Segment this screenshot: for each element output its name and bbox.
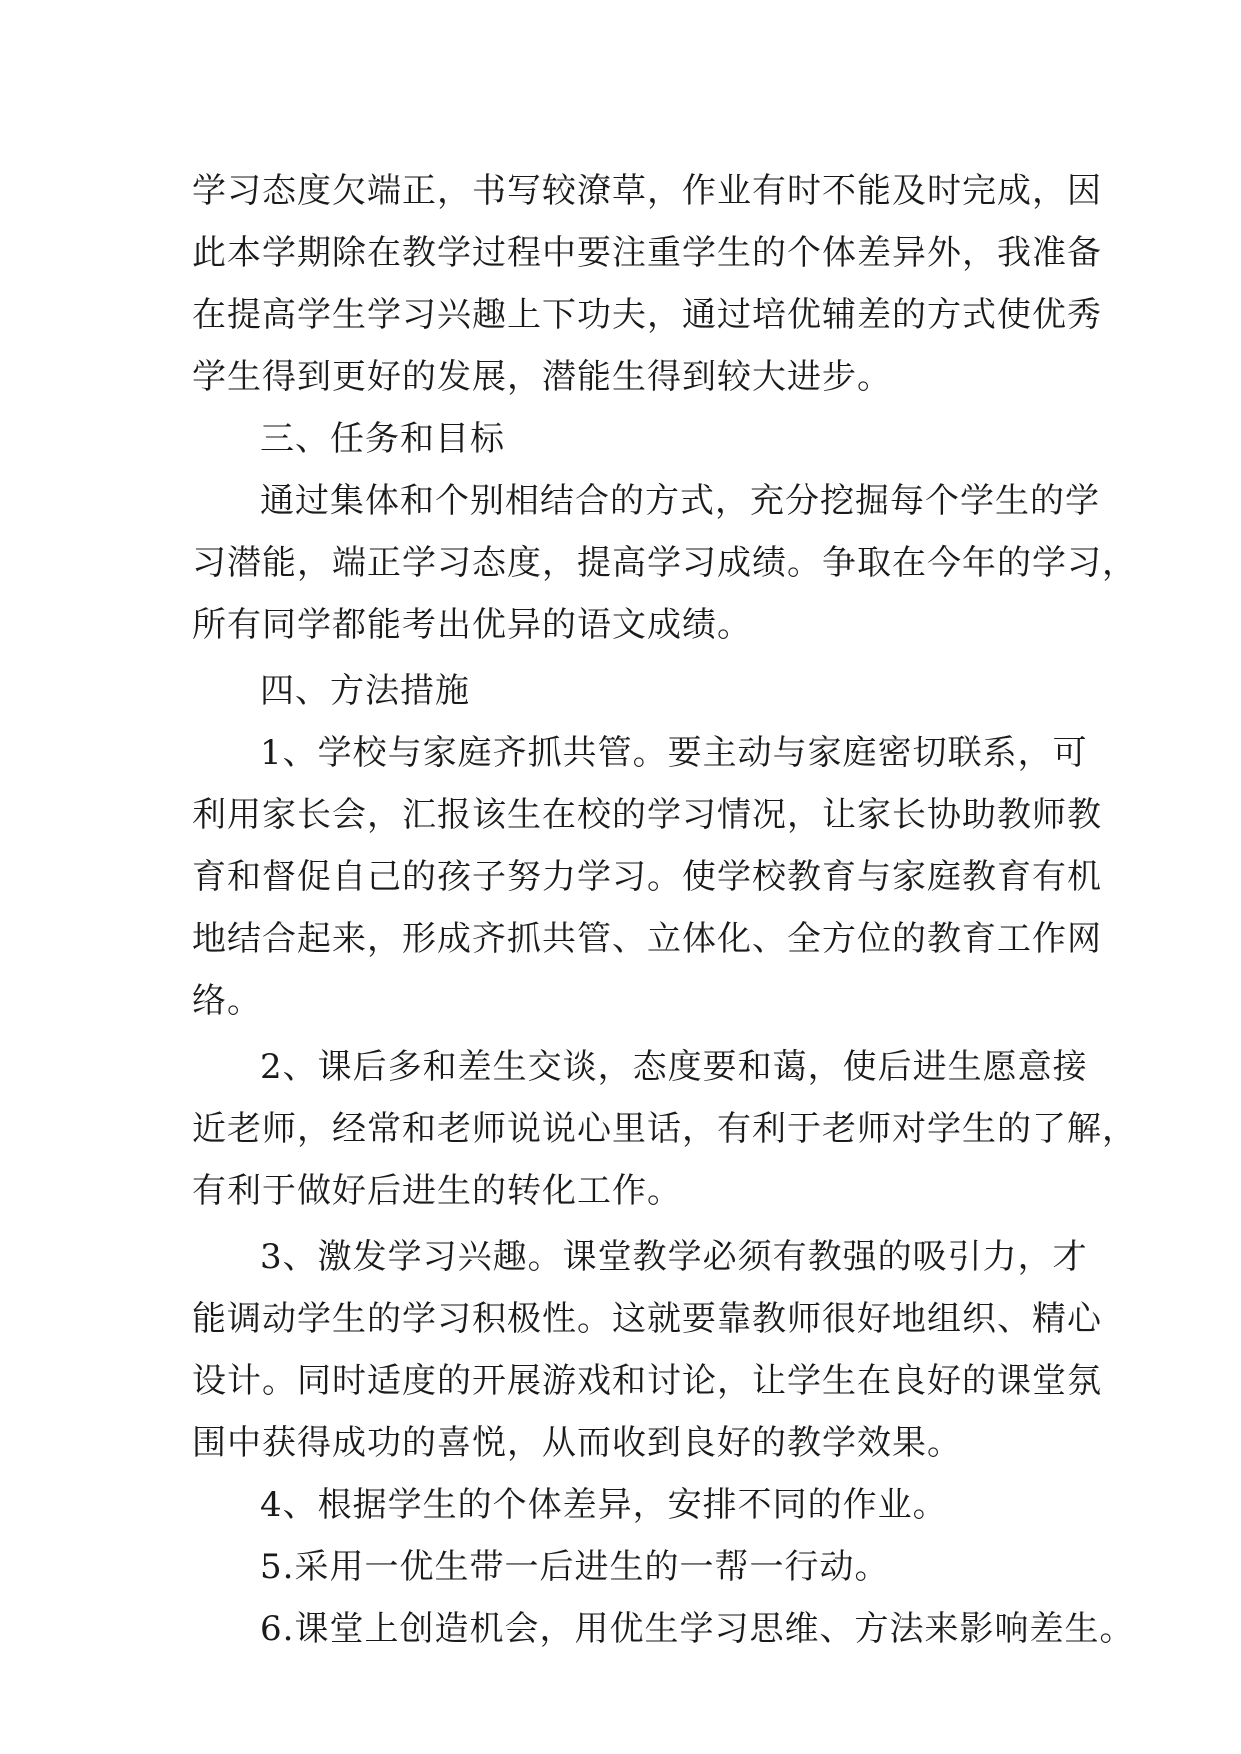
- text-line: 学习态度欠端正，书写较潦草，作业有时不能及时完成，因: [192, 171, 1102, 211]
- section-heading-methods: [192, 660, 1052, 722]
- heading-text: 四、方法措施: [260, 671, 470, 711]
- measure-item-6: [192, 1598, 1135, 1660]
- text-line: 络。: [192, 981, 262, 1021]
- text-line: 1、学校与家庭齐抓共管。要主动与家庭密切联系，可: [260, 733, 1088, 773]
- measure-item-4: [192, 1474, 1052, 1536]
- text-line: 2、课后多和差生交谈，态度要和蔼，使后进生愿意接: [260, 1047, 1088, 1087]
- text-line: 习潜能，端正学习态度，提高学习成绩。争取在今年的学习，: [192, 543, 1137, 583]
- measure-item-3: [192, 1226, 1102, 1474]
- heading-text: 三、任务和目标: [260, 419, 505, 459]
- text-line: 在提高学生学习兴趣上下功夫，通过培优辅差的方式使优秀: [192, 295, 1102, 335]
- text-line: 5.采用一优生带一后进生的一帮一行动。: [260, 1547, 890, 1587]
- text-line: 3、激发学习兴趣。课堂教学必须有教强的吸引力，才: [260, 1237, 1088, 1277]
- text-line: 地结合起来，形成齐抓共管、立体化、全方位的教育工作网: [192, 919, 1102, 959]
- paragraph-continued: [192, 160, 1102, 408]
- text-line: 近老师，经常和老师说说心里话，有利于老师对学生的了解，: [192, 1109, 1137, 1149]
- measure-item-2: [192, 1036, 1137, 1222]
- text-line: 6.课堂上创造机会，用优生学习思维、方法来影响差生。: [260, 1609, 1135, 1649]
- section-heading-tasks-goals: [192, 408, 1052, 470]
- text-line: 利用家长会，汇报该生在校的学习情况，让家长协助教师教: [192, 795, 1102, 835]
- text-line: 所有同学都能考出优异的语文成绩。: [192, 605, 752, 645]
- text-line: 此本学期除在教学过程中要注重学生的个体差异外，我准备: [192, 233, 1102, 273]
- text-line: 学生得到更好的发展，潜能生得到较大进步。: [192, 357, 892, 397]
- document-body: [192, 160, 1137, 1660]
- measure-item-5: [192, 1536, 1052, 1598]
- text-line: 4、根据学生的个体差异，安排不同的作业。: [260, 1485, 948, 1525]
- text-line: 有利于做好后进生的转化工作。: [192, 1171, 682, 1211]
- text-line: 围中获得成功的喜悦，从而收到良好的教学效果。: [192, 1423, 962, 1463]
- text-line: 育和督促自己的孩子努力学习。使学校教育与家庭教育有机: [192, 857, 1102, 897]
- measure-item-1: [192, 722, 1102, 1032]
- text-line: 能调动学生的学习积极性。这就要靠教师很好地组织、精心: [192, 1299, 1102, 1339]
- text-line: 设计。同时适度的开展游戏和讨论，让学生在良好的课堂氛: [192, 1361, 1102, 1401]
- text-line: 通过集体和个别相结合的方式，充分挖掘每个学生的学: [260, 481, 1100, 521]
- paragraph-goals: [192, 470, 1137, 656]
